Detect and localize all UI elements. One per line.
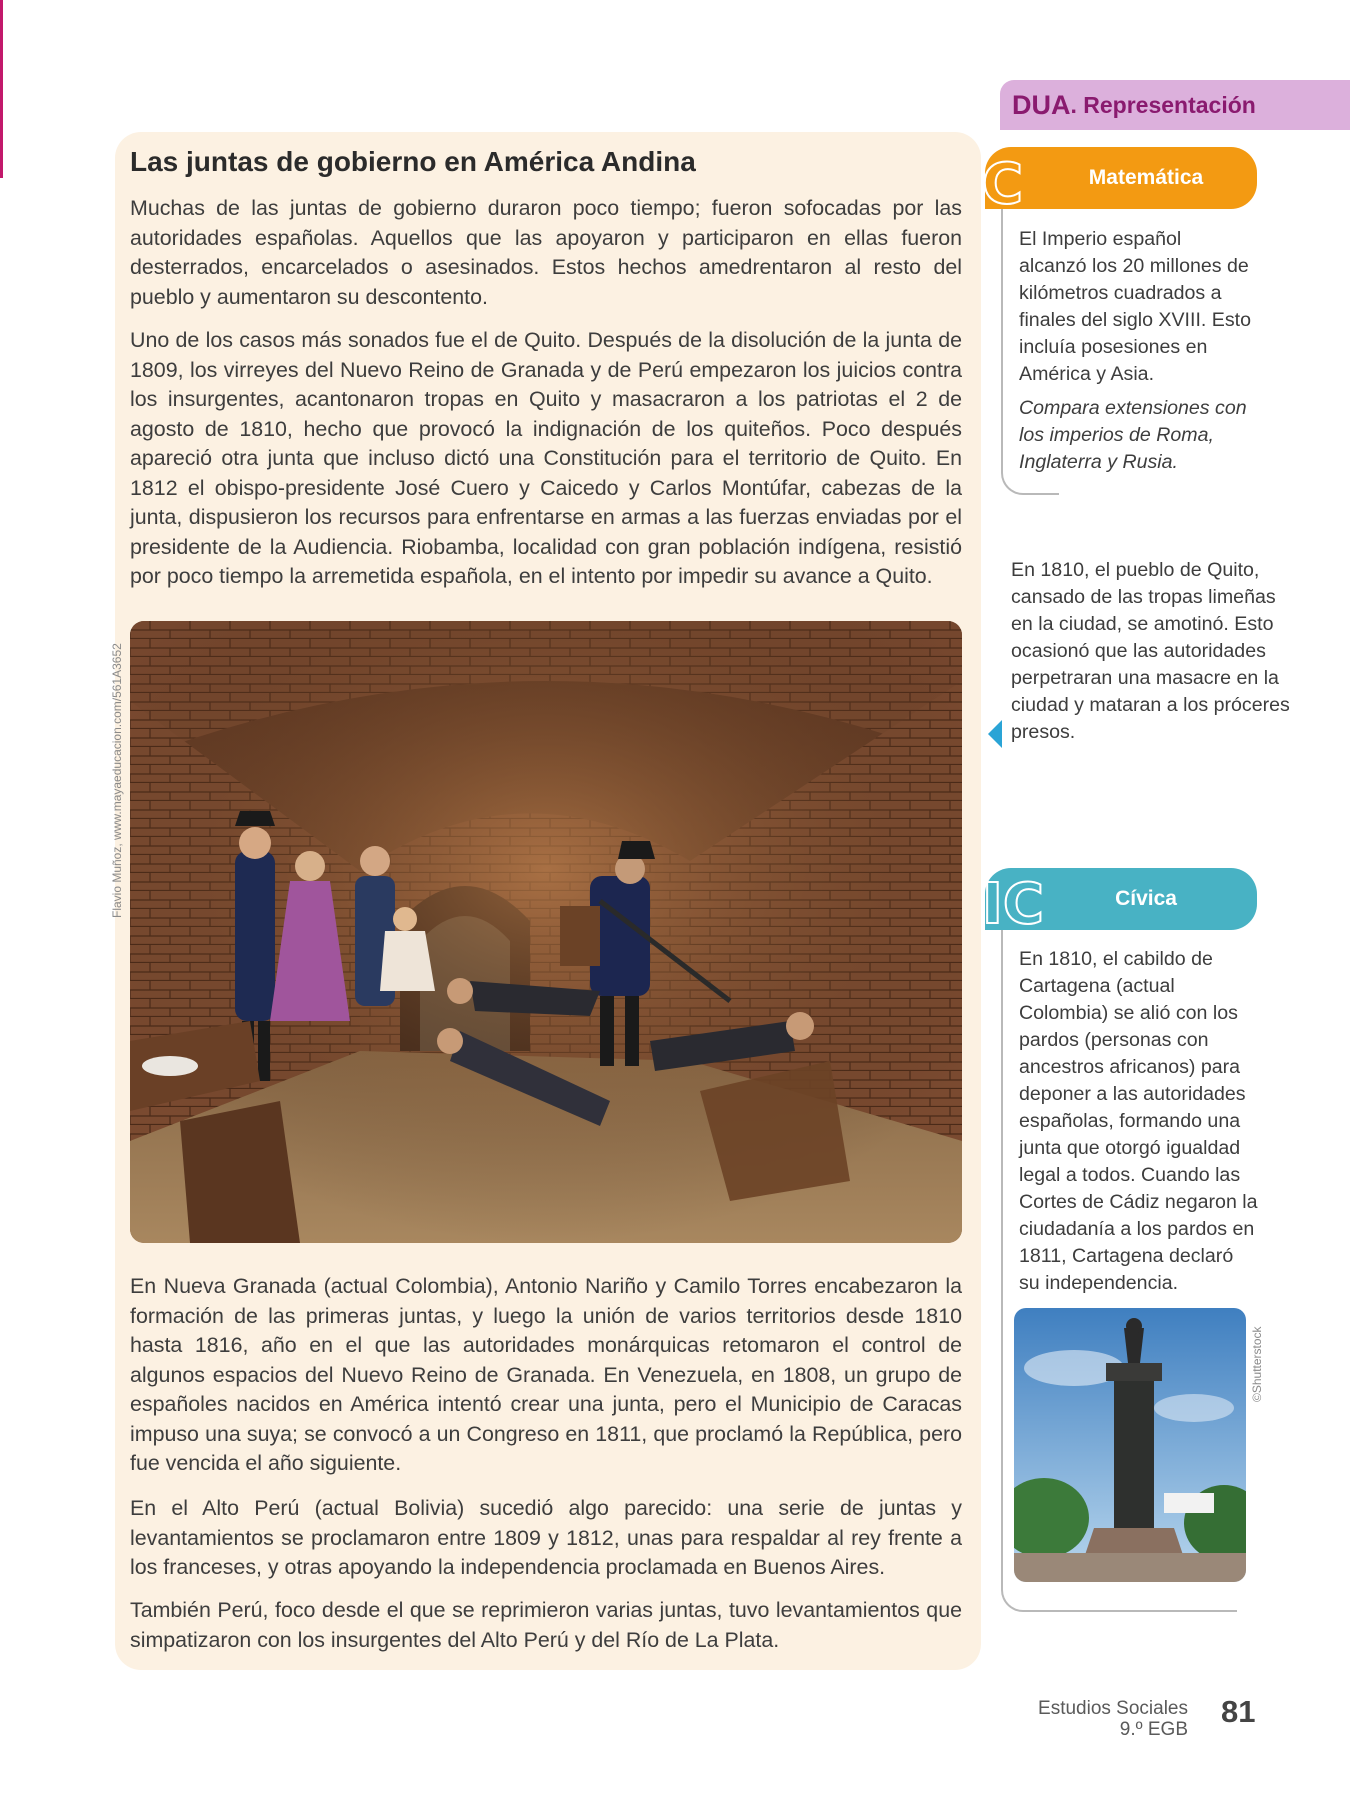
article-title: Las juntas de gobierno en América Andina bbox=[130, 146, 696, 177]
matematica-prompt: Compara extensiones con los imperios de Roma, Inglaterra y Rusia. bbox=[1019, 397, 1247, 473]
matematica-header bbox=[985, 147, 1257, 209]
footer-subject: Estudios Sociales bbox=[1038, 1698, 1188, 1719]
photo-credit: Flavio Muñoz, www.mayaeducacion.com/561A3652 bbox=[110, 643, 124, 918]
dua-label: . Representación bbox=[1070, 91, 1256, 118]
museum-massacre-photo bbox=[130, 621, 962, 1243]
dua-prefix: DUA bbox=[1012, 89, 1071, 120]
article-paragraph: Uno de los casos más sonados fue el de Quito. Después de la disolución de la junta de 1809, los virreyes del Nuevo Reino de Granada y de Perú empezaron los juicios contra los insurgentes, acantonaron tropas en Quito y masacraron a los patriotas el 2 de agosto de 1810, hecho que provocó la indignación de los quiteños. Poco después apareció otra junta que incluso dictó una Constitución para el territorio de Quito. En 1812 el obispo-presidente José Cuero y Caicedo y Carlos Montúfar, cabezas de la junta, dispusieron los recursos para enfrentarse en armas a las fuerzas enviadas por el presidente de la Audiencia. Riobamba, localidad con gran población indígena, resistió por poco tiempo la arremetida española, en el intento por impedir su avance a Quito. bbox=[130, 328, 962, 588]
article-paragraph: También Perú, foco desde el que se reprimieron varias juntas, tuvo levantamientos que simpatizaron con los insurgentes del Alto Perú y del Río de La Plata. bbox=[130, 1598, 962, 1652]
caption-pointer-icon bbox=[988, 720, 1002, 748]
footer-grade: 9.º EGB bbox=[1119, 1719, 1188, 1740]
matematica-title: Matemática bbox=[1088, 166, 1204, 189]
page-number: 81 bbox=[1221, 1694, 1256, 1729]
article-paragraph: En Nueva Granada (actual Colombia), Antonio Nariño y Camilo Torres encabezaron la formación de las primeras juntas, y luego la unión de varios territorios desde 1810 hasta 1816, año en el que las autoridades monárquicas retomaron el control de algunos espacios del Nuevo Reino de Granada. En Venezuela, en 1808, un grupo de españoles nacidos en América intentó crear una junta, pero el Municipio de Caracas impuso una suya; se convocó a un Congreso en 1811, que proclamó la República, pero fue vencida el año siguiente. bbox=[130, 1274, 962, 1475]
matematica-letter-icon: C bbox=[982, 152, 1024, 217]
civica-title: Cívica bbox=[1115, 887, 1177, 910]
page-edge-mark bbox=[0, 0, 3, 178]
photo-caption: En 1810, el pueblo de Quito, cansado de las tropas limeñas en la ciudad, se amotinó. Esto ocasionó que las autoridades perpetraran una masacre en la ciudad y mataran a los próceres presos. bbox=[1011, 559, 1290, 743]
article-paragraph: En el Alto Perú (actual Bolivia) sucedió algo parecido: una serie de juntas y levantamientos se proclamaron entre 1809 y 1812, unas para respaldar al rey frente a los franceses, y otras apoyando la independencia proclamada en Buenos Aires. bbox=[130, 1496, 962, 1579]
matematica-text: El Imperio español alcanzó los 20 millones de kilómetros cuadrados a finales del siglo XVIII. Esto incluía posesiones en América y Asia. bbox=[1019, 228, 1251, 385]
dua-header bbox=[1000, 80, 1350, 130]
civica-letter-icon: IC bbox=[982, 872, 1044, 937]
monument-photo-credit: ©Shutterstock bbox=[1250, 1326, 1264, 1402]
article-paragraph: Muchas de las juntas de gobierno duraron poco tiempo; fueron sofocadas por las autoridades españolas. Aquellos que las apoyaron y participaron en ellas fueron desterrados, encarcelados o asesinados. Estos hechos amedrentaron al resto del pueblo y aumentaron su descontento. bbox=[130, 196, 962, 309]
monument-photo bbox=[1014, 1308, 1246, 1582]
civica-text: En 1810, el cabildo de Cartagena (actual Colombia) se alió con los pardos (personas con ancestros africanos) para deponer a las autoridades españolas, formando una junta que otorgó igualdad legal a todos. Cuando las Cortes de Cádiz negaron la ciudadanía a los pardos en 1811, Cartagena declaró su independencia. bbox=[1019, 948, 1258, 1294]
